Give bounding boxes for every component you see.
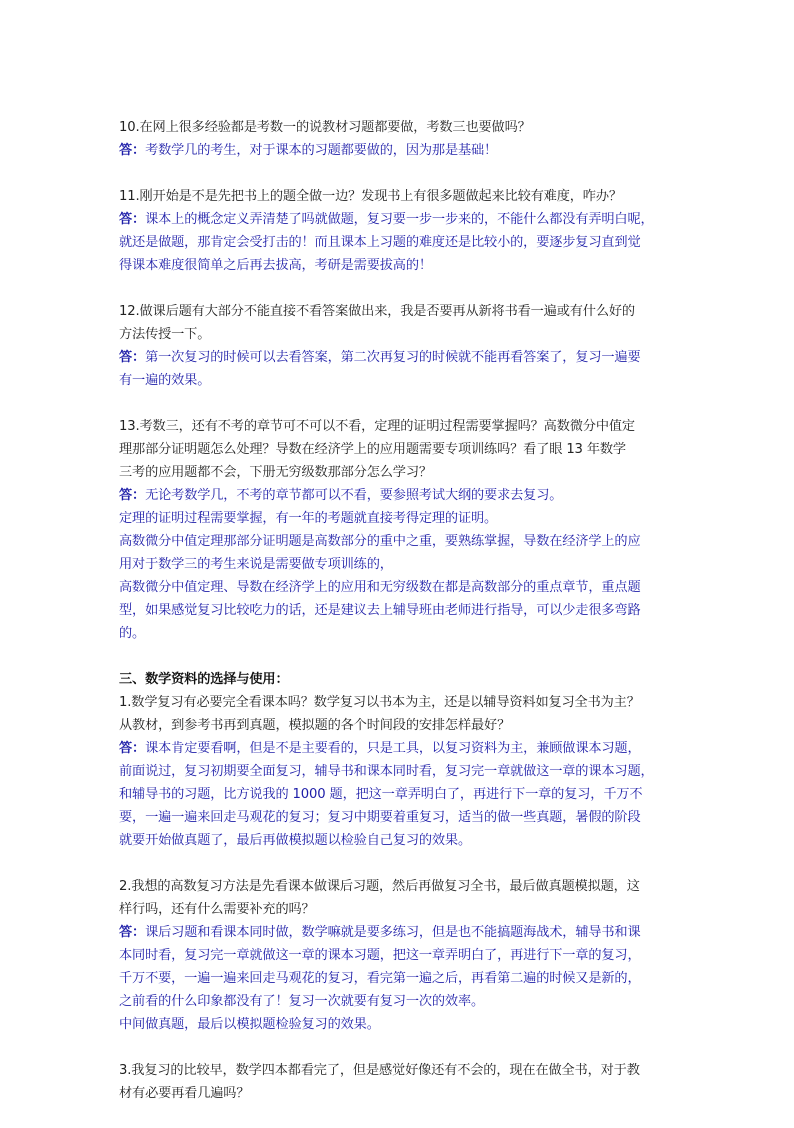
answer-line: 和辅导书的习题，比方说我的 1000 题，把这一章弄明白了，再进行下一章的复习，千万不: [119, 787, 643, 802]
qa-item: [119, 300, 679, 392]
answer-line: [119, 208, 679, 231]
answer-line: [119, 737, 679, 760]
answer-line: [119, 921, 679, 944]
answer-line: [119, 346, 679, 369]
answer-label: 答：: [119, 350, 146, 365]
answer-line: 型，如果感觉复习比较吃力的话，还是建议去上辅导班由老师进行指导，可以少走很多弯路: [119, 603, 641, 618]
question-line: 三考的应用题都不会，下册无穷级数那部分怎么学习？: [119, 465, 432, 480]
question-line: 10.在网上很多经验都是考数一的说教材习题都要做，考数三也要做吗？: [119, 120, 531, 135]
answer-text: 无论考数学几，不考的章节都可以不看，要参照考试大纲的要求去复习。: [145, 488, 563, 503]
question-line: 材有必要再看几遍吗？: [119, 1086, 250, 1101]
answer-line: 本同时看，复习完一章就做这一章的课本习题，把这一章弄明白了，再进行下一章的复习，: [119, 948, 641, 963]
answer-line: 定理的证明过程需要掌握，有一年的考题就直接考得定理的证明。: [119, 511, 498, 526]
answer-line: [119, 484, 679, 507]
answer-line: 就要开始做真题了，最后再做模拟题以检验自己复习的效果。: [119, 833, 472, 848]
answer-text: 课本肯定要看啊，但是不是主要看的，只是工具，以复习资料为主，兼顾做课本习题，: [145, 741, 641, 756]
question-line: 2.我想的高数复习方法是先看课本做课后习题，然后再做复习全书，最后做真题模拟题，这: [119, 879, 640, 894]
qa-item: [119, 691, 679, 852]
answer-line: 中间做真题，最后以模拟题检验复习的效果。: [119, 1017, 380, 1032]
question-line: 3.我复习的比较早，数学四本都看完了，但是感觉好像还有不会的，现在在做全书，对于教: [119, 1063, 640, 1078]
question-line: 13.考数三，还有不考的章节可不可以不看，定理的证明过程需要掌握吗？高数微分中值定: [119, 419, 635, 434]
answer-line: 高数微分中值定理那部分证明题是高数部分的重中之重，要熟练掌握，导数在经济学上的应: [119, 534, 641, 549]
answer-line: 高数微分中值定理、导数在经济学上的应用和无穷级数在都是高数部分的重点章节，重点题: [119, 580, 641, 595]
qa-item: [119, 1059, 679, 1105]
question-line: 11.刚开始是不是先把书上的题全做一边？发现书上有很多题做起来比较有难度，咋办？: [119, 189, 622, 204]
question-line: 1.数学复习有必要完全看课本吗？数学复习以书本为主，还是以辅导资料如复习全书为主？: [119, 695, 640, 710]
answer-line: 用对于数学三的考生来说是需要做专项训练的，: [119, 557, 393, 572]
answer-line: [119, 139, 679, 162]
answer-text: 第一次复习的时候可以去看答案，第二次再复习的时候就不能再看答案了，复习一遍要: [145, 350, 641, 365]
document-page: [119, 116, 679, 1128]
answer-text: 考数学几的考生，对于课本的习题都要做的，因为那是基础！: [145, 143, 498, 158]
answer-label: 答：: [119, 143, 146, 158]
answer-label: 答：: [119, 212, 146, 227]
qa-item: [119, 415, 679, 645]
answer-line: 千万不要，一遍一遍来回走马观花的复习，看完第一遍之后，再看第二遍的时候又是新的，: [119, 971, 641, 986]
answer-line: 之前看的什么印象都没有了！复习一次就要有复习一次的效率。: [119, 994, 485, 1009]
section-qa-list: [119, 691, 679, 1105]
answer-line: 得课本难度很简单之后再去拔高，考研是需要拔高的！: [119, 258, 432, 273]
answer-line: 要，一遍一遍来回走马观花的复习；复习中期要着重复习，适当的做一些真题，暑假的阶段: [119, 810, 641, 825]
qa-item: [119, 875, 679, 1036]
question-line: 从教材，到参考书再到真题，模拟题的各个时间段的安排怎样最好？: [119, 718, 511, 733]
qa-item: [119, 116, 679, 162]
question-line: 12.做课后题有大部分不能直接不看答案做出来，我是否要再从新将书看一遍或有什么好的: [119, 304, 635, 319]
question-line: 理那部分证明题怎么处理？导数在经济学上的应用题需要专项训练吗？看了眼 13 年数学: [119, 442, 626, 457]
answer-text: 课本上的概念定义弄清楚了吗就做题，复习要一步一步来的，不能什么都没有弄明白呢，: [145, 212, 654, 227]
answer-line: 前面说过，复习初期要全面复习，辅导书和课本同时看，复习完一章就做这一章的课本习题，: [119, 764, 654, 779]
answer-label: 答：: [119, 488, 146, 503]
qa-list: [119, 116, 679, 645]
answer-text: 课后习题和看课本同时做，数学嘛就是要多练习，但是也不能搞题海战术，辅导书和课: [145, 925, 641, 940]
answer-line: 有一遍的效果。: [119, 373, 211, 388]
qa-item: [119, 185, 679, 277]
answer-line: 的。: [119, 626, 146, 641]
answer-line: 就还是做题，那肯定会受打击的！而且课本上习题的难度还是比较小的，要逐步复习直到觉: [119, 235, 641, 250]
question-line: 方法传授一下。: [119, 327, 211, 342]
answer-label: 答：: [119, 925, 146, 940]
answer-label: 答：: [119, 741, 146, 756]
section-heading: 三、数学资料的选择与使用：: [119, 672, 289, 687]
question-line: 样行吗，还有什么需要补充的吗？: [119, 902, 315, 917]
